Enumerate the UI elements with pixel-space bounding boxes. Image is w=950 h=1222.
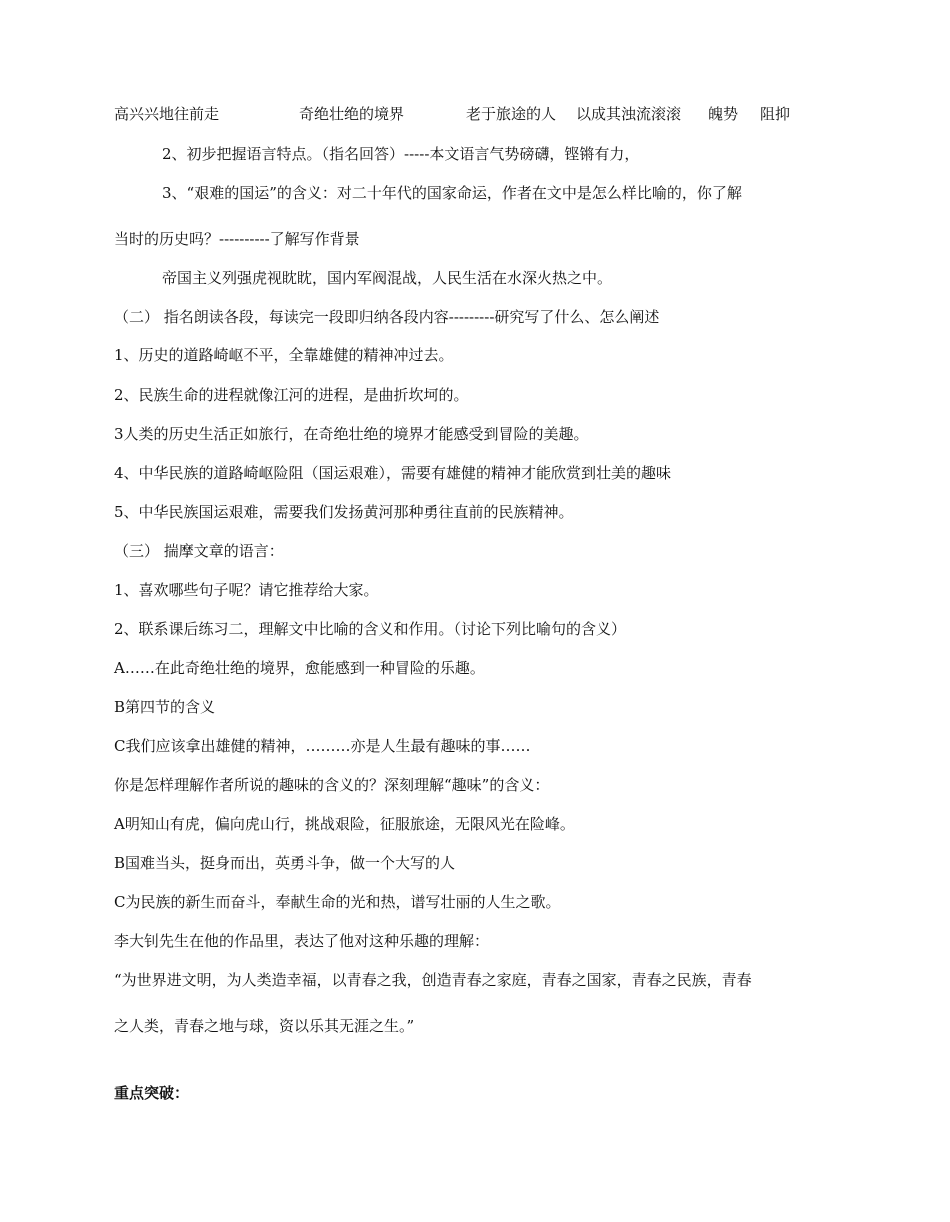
paragraph: 2、初步把握语言特点。（指名回答）-----本文语言气势磅礴，铿锵有力， [162, 145, 640, 163]
list-item: 5、中华民族国运艰难，需要我们发扬黄河那种勇往直前的民族精神。 [114, 503, 574, 521]
vocab-item: 奇绝壮绝的境界 [299, 105, 405, 123]
vocab-item: 以成其浊流滚滚 [576, 105, 682, 123]
list-item: B国难当头，挺身而出，英勇斗争，做一个大写的人 [114, 854, 456, 872]
vocab-item: 阻抑 [760, 105, 791, 123]
list-item: C我们应该拿出雄健的精神，………亦是人生最有趣味的事…… [114, 737, 531, 755]
vocab-item: 高兴兴地往前走 [114, 105, 220, 123]
paragraph: 帝国主义列强虎视眈眈，国内军阀混战，人民生活在水深火热之中。 [162, 269, 613, 287]
quote: “为世界进文明，为人类造幸福，以青春之我，创造青春之家庭，青春之国家，青春之民族，青春 [114, 971, 752, 989]
list-item: A……在此奇绝壮绝的境界，愈能感到一种冒险的乐趣。 [114, 659, 485, 677]
list-item: 1、历史的道路崎岖不平，全靠雄健的精神冲过去。 [114, 346, 454, 364]
section-heading: （三） 揣摩文章的语言： [114, 542, 284, 560]
paragraph: 你是怎样理解作者所说的趣味的含义的？深刻理解“趣味”的含义： [114, 776, 550, 794]
list-item: 4、中华民族的道路崎岖险阻（国运艰难），需要有雄健的精神才能欣赏到壮美的趣味 [114, 464, 672, 482]
vocab-item: 魄势 [708, 105, 739, 123]
list-item: B第四节的含义 [114, 698, 216, 716]
list-item: 2、联系课后练习二，理解文中比喻的含义和作用。（讨论下列比喻句的含义） [114, 620, 627, 638]
section-title: 重点突破： [114, 1084, 190, 1102]
list-item: 3人类的历史生活正如旅行，在奇绝壮绝的境界才能感受到冒险的美趣。 [114, 425, 589, 443]
paragraph: 当时的历史吗？----------了解写作背景 [114, 230, 360, 248]
paragraph: 李大钊先生在他的作品里，表达了他对这种乐趣的理解： [114, 932, 490, 950]
paragraph: 3、“艰难的国运”的含义：对二十年代的国家命运，作者在文中是怎么样比喻的，你了解 [162, 184, 742, 202]
list-item: C为民族的新生而奋斗，奉献生命的光和热，谱写壮丽的人生之歌。 [114, 893, 561, 911]
list-item: 2、民族生命的进程就像江河的进程，是曲折坎坷的。 [114, 386, 469, 404]
quote: 之人类，青春之地与球，资以乐其无涯之生。” [114, 1017, 415, 1035]
list-item: A明知山有虎，偏向虎山行，挑战艰险，征服旅途，无限风光在险峰。 [114, 815, 575, 833]
section-heading: （二） 指名朗读各段，每读完一段即归纳各段内容---------研究写了什么、怎么阐述 [114, 308, 660, 326]
vocab-item: 老于旅途的人 [466, 105, 557, 123]
list-item: 1、喜欢哪些句子呢？请它推荐给大家。 [114, 581, 379, 599]
